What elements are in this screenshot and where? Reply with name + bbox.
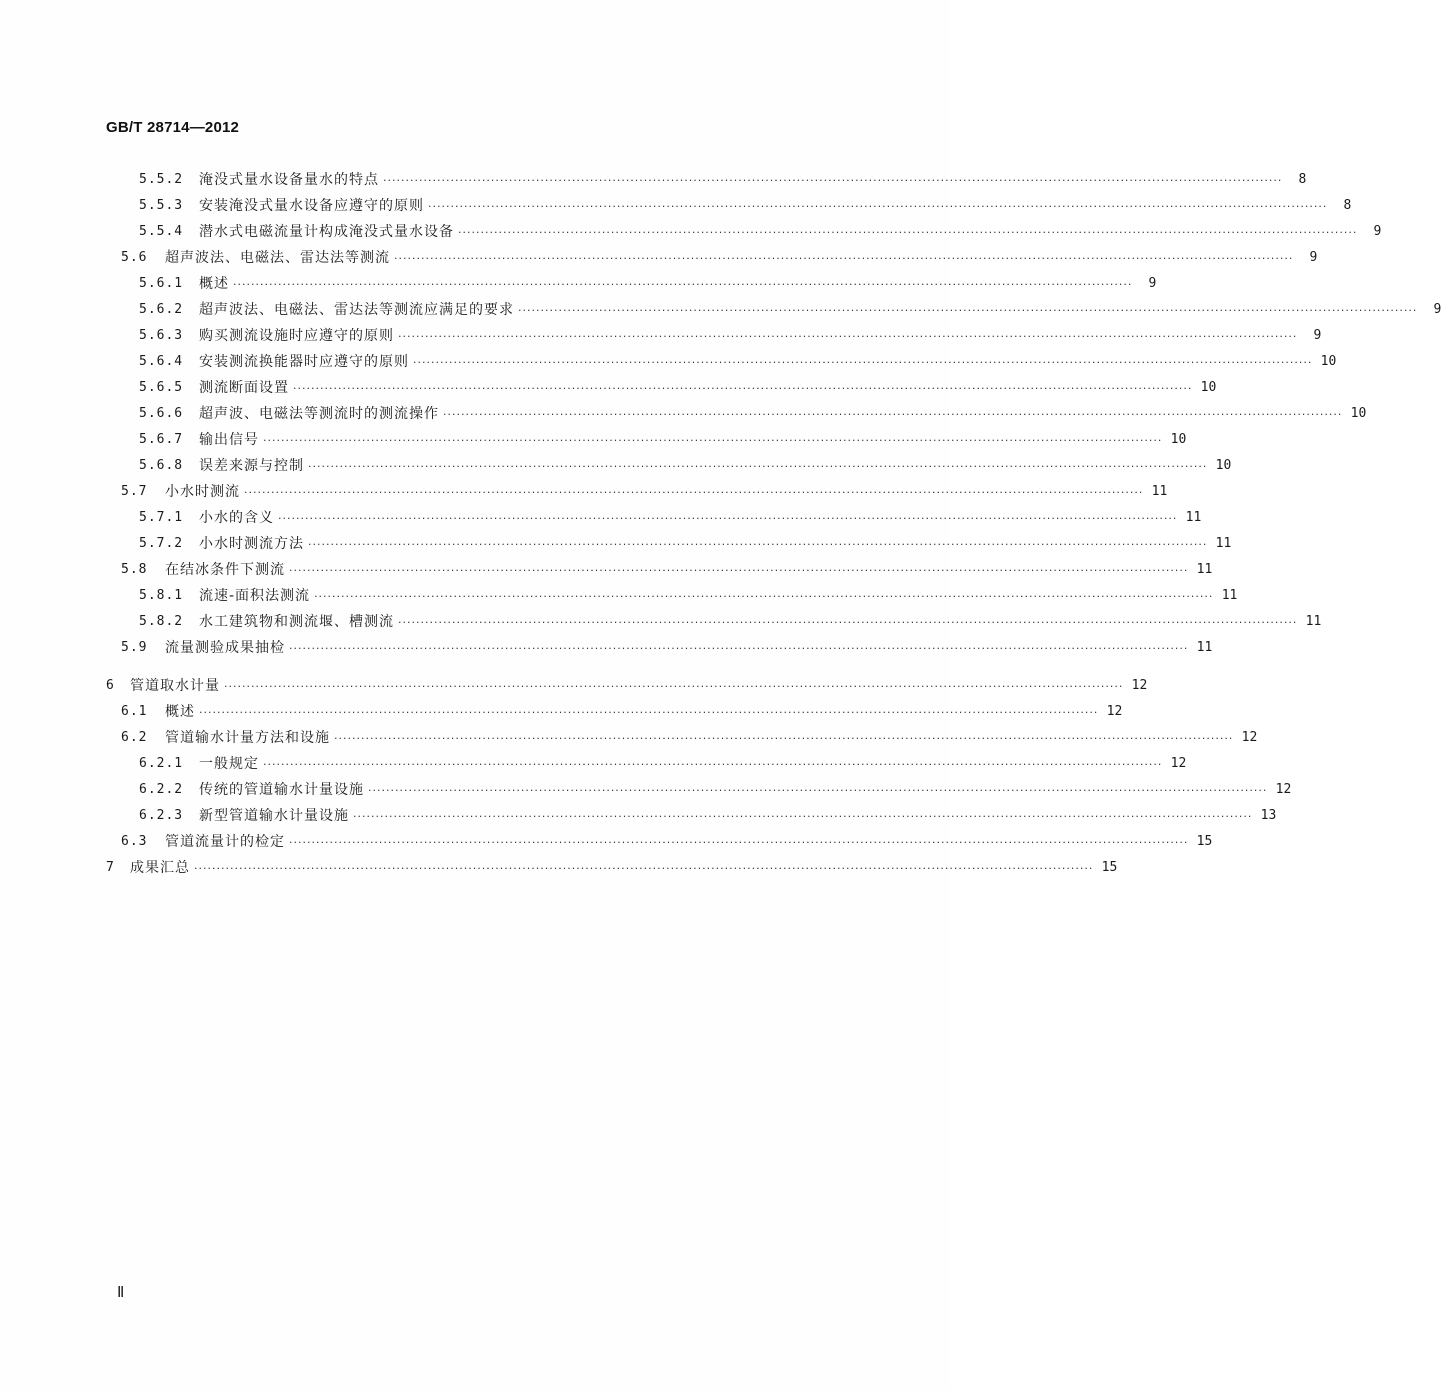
toc-entry-page: 9: [1148, 276, 1157, 291]
toc-entry-title: 淹没式量水设备量水的特点: [199, 172, 379, 188]
toc-entry-number: 5.6.5: [139, 380, 184, 395]
toc-entry-title: 在结冰条件下测流: [165, 562, 285, 578]
toc-entry-number: 7: [106, 860, 115, 875]
toc-entry-number: 5.7: [121, 484, 148, 499]
toc-entry[interactable]: [121, 475, 1168, 501]
toc-entry-title: 流量测验成果抽检: [165, 640, 285, 656]
toc-entry-title: 小水时测流方法: [199, 536, 304, 552]
toc-entry-title: 超声波法、电磁法、雷达法等测流应满足的要求: [199, 302, 514, 318]
toc-leader-dots: ········································································································································································································: [308, 538, 1208, 551]
toc-entry-page: 8: [1298, 172, 1307, 187]
toc-leader-dots: ········································································································································································································: [233, 278, 1133, 291]
toc-entry[interactable]: [139, 773, 1292, 799]
toc-leader-dots: ········································································································································································································: [263, 434, 1163, 447]
toc-entry[interactable]: [139, 293, 1441, 319]
toc-leader-dots: ········································································································································································································: [244, 486, 1144, 499]
toc-leader-dots: ········································································································································································································: [428, 200, 1328, 213]
toc-entry[interactable]: [139, 189, 1352, 215]
toc-entry-page: 10: [1200, 380, 1217, 395]
toc-leader-dots: ········································································································································································································: [518, 304, 1418, 317]
toc-entry[interactable]: [139, 747, 1187, 773]
toc-entry-title: 输出信号: [199, 432, 259, 448]
toc-leader-dots: ········································································································································································································: [394, 252, 1294, 265]
toc-entry-title: 安装测流换能器时应遵守的原则: [199, 354, 409, 370]
toc-entry-title: 成果汇总: [130, 860, 190, 876]
toc-entry-title: 概述: [165, 704, 195, 720]
toc-leader-dots: ········································································································································································································: [368, 784, 1268, 797]
toc-entry[interactable]: [139, 267, 1157, 293]
toc-entry[interactable]: [139, 501, 1202, 527]
toc-entry[interactable]: [106, 851, 1118, 877]
toc-entry-page: 15: [1196, 834, 1213, 849]
toc-entry-title: 管道输水计量方法和设施: [165, 730, 330, 746]
toc-entry-title: 小水的含义: [199, 510, 274, 526]
toc-entry-number: 5.6.3: [139, 328, 184, 343]
toc-leader-dots: ········································································································································································································: [398, 616, 1298, 629]
toc-entry-number: 5.6: [121, 250, 148, 265]
toc-leader-dots: ········································································································································································································: [289, 642, 1189, 655]
toc-entry[interactable]: [139, 527, 1232, 553]
toc-leader-dots: ········································································································································································································: [458, 226, 1358, 239]
toc-entry[interactable]: [121, 825, 1213, 851]
standard-code-header: GB/T 28714—2012: [106, 119, 240, 136]
toc-leader-dots: ········································································································································································································: [278, 512, 1178, 525]
toc-leader-dots: ········································································································································································································: [383, 174, 1283, 187]
toc-leader-dots: ········································································································································································································: [314, 590, 1214, 603]
toc-entry-number: 5.6.1: [139, 276, 184, 291]
toc-entry-number: 5.8.1: [139, 588, 184, 603]
toc-entry-page: 12: [1275, 782, 1292, 797]
toc-entry[interactable]: [139, 215, 1382, 241]
toc-leader-dots: ········································································································································································································: [224, 680, 1124, 693]
toc-entry-number: 6.2.2: [139, 782, 184, 797]
toc-entry[interactable]: [139, 449, 1232, 475]
page-number-footer: Ⅱ: [117, 1285, 125, 1301]
toc-entry[interactable]: [121, 553, 1213, 579]
toc-entry-title: 超声波、电磁法等测流时的测流操作: [199, 406, 439, 422]
toc-entry[interactable]: [121, 721, 1258, 747]
toc-entry-title: 管道取水计量: [130, 678, 220, 694]
toc-entry-title: 购买测流设施时应遵守的原则: [199, 328, 394, 344]
toc-entry-number: 6.2.1: [139, 756, 184, 771]
toc-leader-dots: ········································································································································································································: [194, 862, 1094, 875]
toc-entry[interactable]: [139, 605, 1322, 631]
toc-leader-dots: ········································································································································································································: [199, 706, 1099, 719]
toc-entry-number: 5.6.6: [139, 406, 184, 421]
toc-entry-number: 6: [106, 678, 115, 693]
toc-leader-dots: ········································································································································································································: [289, 564, 1189, 577]
toc-entry-number: 5.8: [121, 562, 148, 577]
toc-entry-page: 11: [1185, 510, 1202, 525]
toc-entry-number: 5.9: [121, 640, 148, 655]
toc-entry-title: 新型管道输水计量设施: [199, 808, 349, 824]
toc-entry-page: 10: [1215, 458, 1232, 473]
toc-entry-page: 12: [1106, 704, 1123, 719]
toc-leader-dots: ········································································································································································································: [353, 810, 1253, 823]
toc-entry-title: 一般规定: [199, 756, 259, 772]
toc-leader-dots: ········································································································································································································: [308, 460, 1208, 473]
toc-leader-dots: ········································································································································································································: [334, 732, 1234, 745]
toc-entry-title: 流速-面积法测流: [199, 588, 311, 604]
toc-entry-number: 5.7.2: [139, 536, 184, 551]
toc-leader-dots: ········································································································································································································: [398, 330, 1298, 343]
toc-entry-page: 12: [1131, 678, 1148, 693]
toc-entry-page: 8: [1343, 198, 1352, 213]
toc-entry[interactable]: [139, 345, 1337, 371]
toc-entry-page: 9: [1433, 302, 1441, 317]
toc-leader-dots: ········································································································································································································: [289, 836, 1189, 849]
toc-entry-page: 11: [1151, 484, 1168, 499]
toc-entry-title: 超声波法、电磁法、雷达法等测流: [165, 250, 390, 266]
toc-entry-number: 6.3: [121, 834, 148, 849]
toc-entry-number: 6.1: [121, 704, 148, 719]
toc-entry[interactable]: [121, 631, 1213, 657]
toc-leader-dots: ········································································································································································································: [293, 382, 1193, 395]
toc-entry-number: 5.5.2: [139, 172, 184, 187]
toc-entry[interactable]: [139, 423, 1187, 449]
toc-entry[interactable]: [139, 371, 1217, 397]
toc-entry[interactable]: [139, 799, 1277, 825]
toc-entry[interactable]: [121, 695, 1123, 721]
toc-entry-number: 5.6.2: [139, 302, 184, 317]
toc-entry[interactable]: [106, 669, 1148, 695]
toc-entry-page: 9: [1373, 224, 1382, 239]
toc-entry-page: 10: [1320, 354, 1337, 369]
toc-entry-number: 5.5.3: [139, 198, 184, 213]
toc-entry-number: 5.6.7: [139, 432, 184, 447]
toc-entry-number: 5.6.4: [139, 354, 184, 369]
toc-leader-dots: ········································································································································································································: [443, 408, 1343, 421]
toc-entry-page: 9: [1313, 328, 1322, 343]
toc-entry-number: 6.2.3: [139, 808, 184, 823]
toc-entry-title: 传统的管道输水计量设施: [199, 782, 364, 798]
toc-entry-page: 11: [1221, 588, 1238, 603]
toc-entry-page: 13: [1260, 808, 1277, 823]
toc-entry-title: 潜水式电磁流量计构成淹没式量水设备: [199, 224, 454, 240]
toc-entry-title: 水工建筑物和测流堰、槽测流: [199, 614, 394, 630]
toc-entry-title: 测流断面设置: [199, 380, 289, 396]
toc-entry-page: 12: [1241, 730, 1258, 745]
toc-entry-title: 误差来源与控制: [199, 458, 304, 474]
toc-entry-page: 11: [1215, 536, 1232, 551]
toc-entry-page: 11: [1196, 640, 1213, 655]
toc-entry-page: 9: [1309, 250, 1318, 265]
toc-entry-page: 10: [1350, 406, 1367, 421]
toc-entry[interactable]: [139, 163, 1307, 189]
toc-entry[interactable]: [121, 241, 1318, 267]
toc-entry-page: 11: [1305, 614, 1322, 629]
toc-entry[interactable]: [139, 319, 1322, 345]
toc-entry-title: 安装淹没式量水设备应遵守的原则: [199, 198, 424, 214]
toc-entry[interactable]: [139, 397, 1367, 423]
toc-entry-number: 6.2: [121, 730, 148, 745]
toc-entry-number: 5.8.2: [139, 614, 184, 629]
toc-entry-number: 5.6.8: [139, 458, 184, 473]
toc-entry-number: 5.5.4: [139, 224, 184, 239]
toc-entry-page: 12: [1170, 756, 1187, 771]
toc-entry-page: 10: [1170, 432, 1187, 447]
toc-leader-dots: ········································································································································································································: [263, 758, 1163, 771]
toc-entry-title: 小水时测流: [165, 484, 240, 500]
toc-entry-page: 15: [1101, 860, 1118, 875]
toc-entry-page: 11: [1196, 562, 1213, 577]
toc-entry[interactable]: [139, 579, 1238, 605]
toc-leader-dots: ········································································································································································································: [413, 356, 1313, 369]
toc-entry-number: 5.7.1: [139, 510, 184, 525]
toc-entry-title: 管道流量计的检定: [165, 834, 285, 850]
toc-entry-title: 概述: [199, 276, 229, 292]
